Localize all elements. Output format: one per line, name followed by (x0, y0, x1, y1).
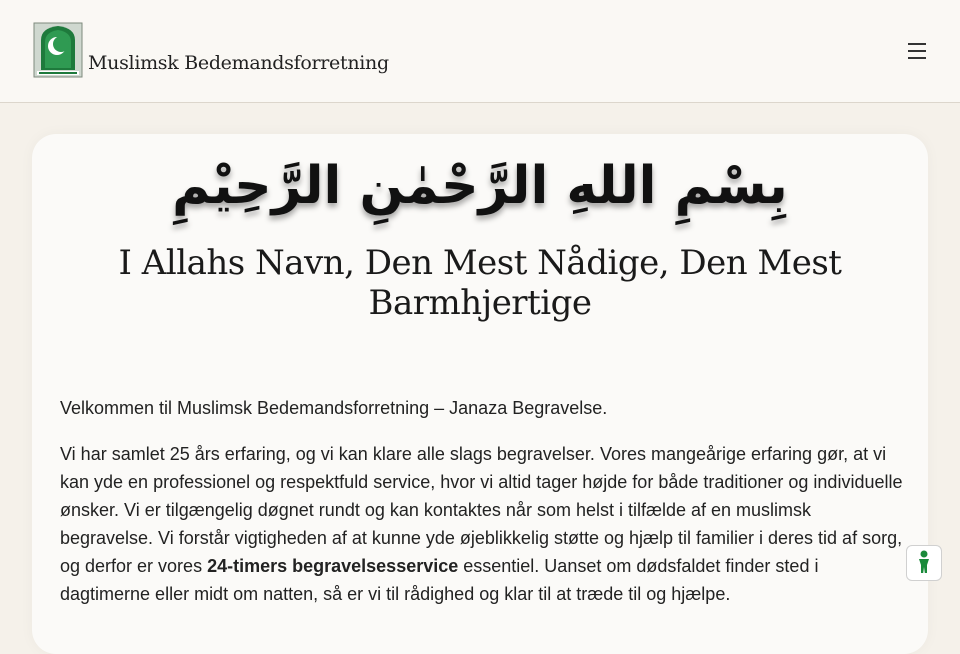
accessibility-button[interactable] (906, 545, 942, 581)
experience-paragraph (60, 440, 905, 608)
mosque-crescent-logo-icon[interactable] (33, 22, 83, 78)
paragraph-text-start: Vi har samlet 25 års erfaring, og vi kan klare alle slags begravelser. Vores mangeårige erfaring gør, at vi kan yde en professionel og respektfuld service, hvor vi altid tager højde for både traditioner og individuelle ønsker. Vi er tilgængelig døgnet rundt og kan kontaktes når som helst i tilfælde af en muslimsk begravelse. Vi forstår vigtigheden af at kunne yde øjeblikkelig støtte og hjælp til familier i deres tid af sorg, og derfor er vores (60, 444, 903, 576)
site-title[interactable]: Muslimsk Bedemandsforretning (88, 52, 389, 74)
bismillah-heading: بِسْمِ اللهِ الرَّحْمٰنِ الرَّحِيْمِ (172, 156, 788, 216)
page-subtitle: I Allahs Navn, Den Mest Nådige, Den Mest Barmhjertige (118, 243, 842, 323)
welcome-paragraph: Velkommen til Muslimsk Bedemandsforretning – Janaza Begravelse. (60, 398, 608, 418)
intro-text (60, 394, 905, 626)
service-highlight: 24-timers begravelsesservice (207, 556, 459, 576)
accessibility-person-icon (907, 546, 941, 580)
site-header (0, 0, 960, 103)
hamburger-menu-icon[interactable] (906, 40, 928, 62)
paragraph-text-end: essentiel. Uanset om dødsfaldet finder sted i dagtimerne eller midt om natten, så er vi til rådighed og klar til at træde til og hjælpe. (60, 556, 819, 604)
